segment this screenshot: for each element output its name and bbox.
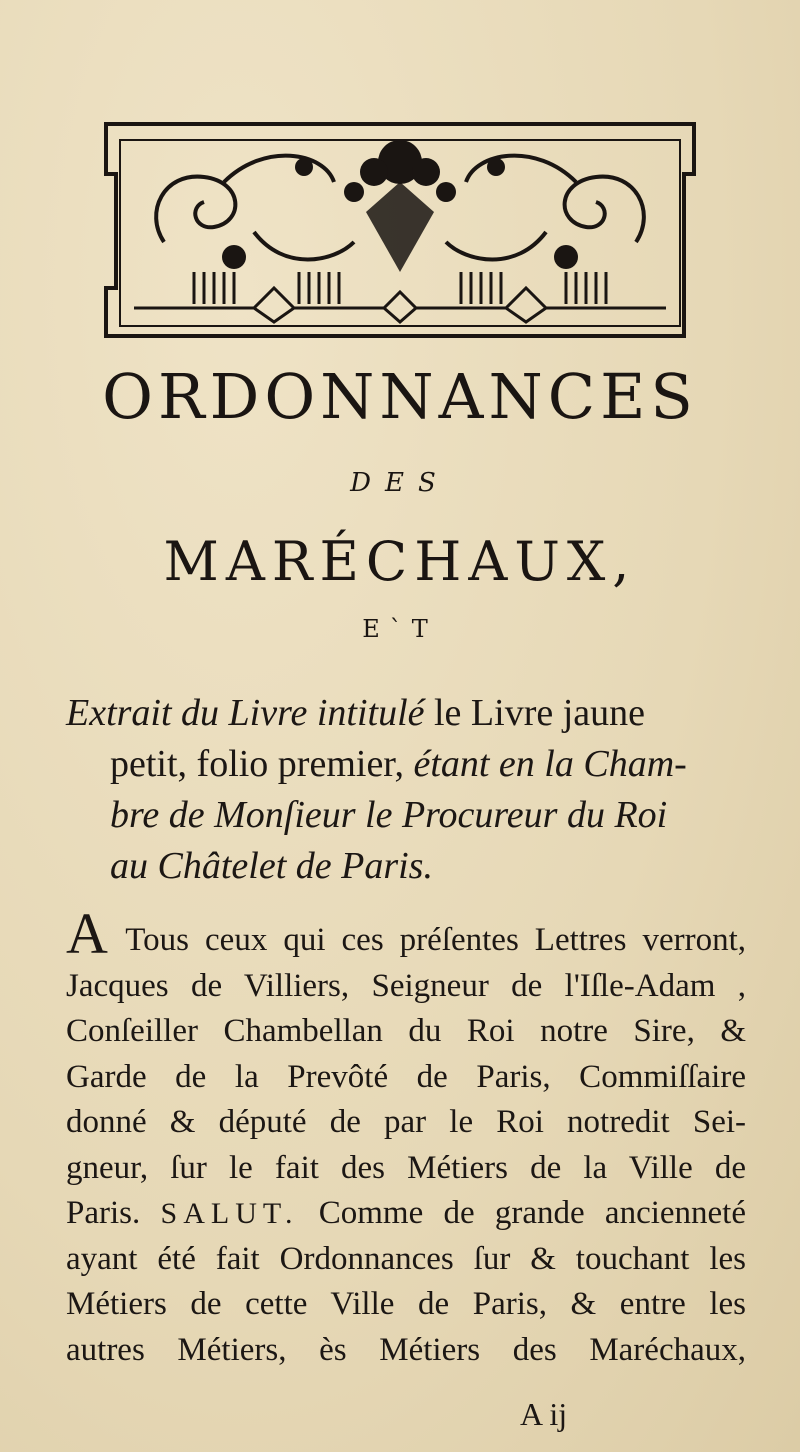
body-line-1 [66, 901, 746, 966]
title-et: E`T [362, 615, 438, 643]
extrait-line-1-italic: Extrait du Livre intitulé [66, 692, 425, 734]
title-marechaux: MARÉCHAUX, [163, 530, 637, 593]
extrait-line-1-roman: le Livre jaune [424, 692, 646, 734]
title-ordonnances: ORDONNANCES [102, 360, 698, 433]
body-line-6: gneur, ſur le fait des Métiers de la Ville de [66, 1149, 746, 1186]
body-line-5: donné & député de par le Roi notredit Sei- [66, 1104, 746, 1140]
body-line-8: ayant été fait Ordonnances ſur & touchant les [66, 1240, 746, 1277]
extrait-line-2-roman: petit, folio premier, [110, 743, 414, 785]
title-des: DES [350, 468, 450, 498]
body-line-2: Jacques de Villiers, Seigneur de l'Iſle-Adam , [66, 967, 746, 1004]
body-line-7 [66, 1191, 746, 1237]
extrait-line-2-italic: étant en la Cham- [413, 743, 687, 785]
body-line-9: Métiers de cette Ville de Paris, & entre les [66, 1286, 746, 1322]
extrait-line-2 [66, 739, 746, 790]
body-line-7-start: Paris. [66, 1195, 161, 1231]
salut-word: SALUT. [160, 1197, 299, 1230]
extrait-line-1 [66, 688, 746, 739]
body-line-7-end: Comme de grande ancienneté [298, 1195, 747, 1231]
extrait-line-3: bre de Monſieur le Procureur du Roi [110, 794, 668, 836]
body-line-1-text: Tous ceux qui ces préſentes Lettres verront, [109, 922, 746, 958]
body-line-4: Garde de la Prevôté de Paris, Commiſſaire [66, 1058, 746, 1095]
ornamental-headpiece [104, 122, 696, 338]
body-line-10: autres Métiers, ès Métiers des Maréchaux, [66, 1331, 746, 1368]
drop-cap: A [66, 901, 108, 966]
extrait-paragraph [66, 688, 746, 892]
extrait-line-4: au Châtelet de Paris. [110, 845, 433, 887]
signature-mark: A ij [520, 1396, 568, 1432]
body-paragraph [66, 901, 747, 1373]
body-line-3: Conſeiller Chambellan du Roi notre Sire, & [66, 1013, 746, 1049]
